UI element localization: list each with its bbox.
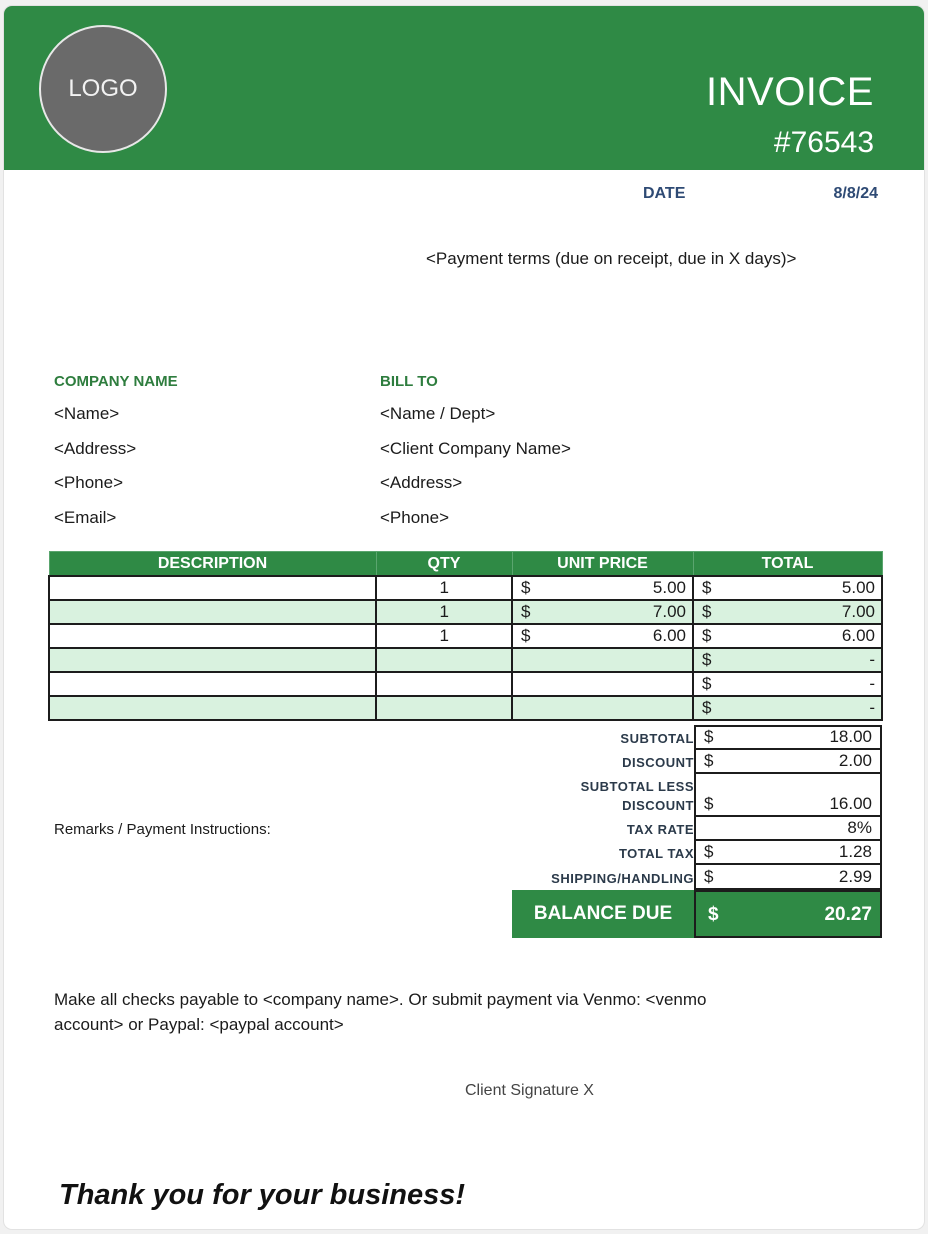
currency-symbol: $ [704,842,714,861]
table-header-row [49,552,882,577]
bill-to-phone: <Phone> [380,508,450,527]
amount: 6.00 [652,626,686,645]
line-items-table [48,551,883,721]
payable-line-2: account> or Paypal: <paypal account> [54,1015,344,1034]
row-description[interactable] [49,600,376,624]
amount: 5.00 [652,578,686,597]
company-email: <Email> [54,508,117,527]
currency-symbol: $ [702,674,712,693]
remarks-label: Remarks / Payment Instructions: [54,821,271,838]
currency-symbol: $ [704,751,714,770]
row-total [693,600,882,624]
row-unit-price[interactable] [512,600,693,624]
amount: - [869,698,875,717]
amount: 6.00 [841,626,875,645]
total-tax-box [694,839,882,865]
row-description[interactable] [49,672,376,696]
amount: - [869,650,875,669]
client-signature: Client Signature X [465,1082,594,1099]
amount: - [869,674,875,693]
currency-symbol: $ [702,602,712,621]
currency-symbol: $ [704,794,714,813]
subtotal-less-discount-value: 16.00 [829,794,872,813]
currency-symbol: $ [702,626,712,645]
total-tax-label: TOTAL TAX [618,846,694,861]
discount-label: DISCOUNT [622,755,694,770]
subtotal-box [694,725,882,750]
company-address: <Address> [54,439,137,458]
thank-you-message: Thank you for your business! [59,1179,466,1211]
row-total [693,576,882,600]
row-unit-price[interactable] [512,624,693,648]
currency-symbol: $ [708,904,719,925]
balance-due-label: BALANCE DUE [512,890,694,938]
subtotal-less-discount-box [694,772,882,817]
logo-text: LOGO [68,75,138,102]
row-qty[interactable]: 1 [376,576,512,600]
row-unit-price[interactable] [512,696,693,720]
summary-discount [512,748,882,774]
discount-box[interactable] [694,748,882,774]
currency-symbol: $ [521,602,531,621]
row-total [693,624,882,648]
company-heading: COMPANY NAME [54,373,178,390]
summary-total-tax [512,839,882,865]
invoice-number: #76543 [773,126,874,159]
row-description[interactable] [49,696,376,720]
bill-to-name: <Name / Dept> [380,404,496,423]
row-unit-price[interactable] [512,576,693,600]
summary-shipping [512,863,882,890]
currency-symbol: $ [702,698,712,717]
currency-symbol: $ [704,727,714,746]
balance-due-value: 20.27 [824,904,872,925]
bill-to-address: <Address> [380,473,463,492]
table-row [49,624,882,648]
subtotal-value: 18.00 [829,727,872,746]
row-description[interactable] [49,648,376,672]
row-qty[interactable] [376,648,512,672]
row-total [693,648,882,672]
bill-to-heading: BILL TO [380,373,438,390]
row-unit-price[interactable] [512,648,693,672]
table-row [49,600,882,624]
summary-subtotal-less-discount [512,772,882,817]
tax-rate-label: TAX RATE [626,822,694,837]
row-total [693,672,882,696]
col-description: DESCRIPTION [49,552,376,577]
summary-subtotal [512,725,882,750]
amount: 5.00 [841,578,875,597]
row-qty[interactable] [376,672,512,696]
bill-to-company: <Client Company Name> [380,439,571,458]
currency-symbol: $ [521,578,531,597]
payment-terms: <Payment terms (due on receipt, due in X days)> [426,249,797,268]
logo [39,25,167,153]
tax-rate-value: 8% [847,818,872,837]
total-tax-value: 1.28 [838,842,872,861]
shipping-value: 2.99 [838,867,872,886]
payable-line-1: Make all checks payable to <company name>. Or submit payment via Venmo: <venmo [54,990,707,1009]
table-row [49,696,882,720]
invoice-sheet [4,6,924,1229]
shipping-box[interactable] [694,863,882,890]
row-qty[interactable]: 1 [376,624,512,648]
table-row [49,576,882,600]
shipping-label: SHIPPING/HANDLING [551,871,694,886]
balance-due-box [694,890,882,938]
invoice-title: INVOICE [706,70,874,114]
col-total: TOTAL [693,552,882,577]
discount-value: 2.00 [838,751,872,770]
subtotal-less-label-2: DISCOUNT [622,798,694,813]
col-unit-price: UNIT PRICE [512,552,693,577]
date-value: 8/8/24 [833,185,878,202]
subtotal-less-label-1: SUBTOTAL LESS [580,779,694,794]
currency-symbol: $ [702,650,712,669]
row-total [693,696,882,720]
amount: 7.00 [841,602,875,621]
company-phone: <Phone> [54,473,124,492]
table-row [49,672,882,696]
company-name: <Name> [54,404,120,423]
invoice-header [4,6,924,170]
currency-symbol: $ [702,578,712,597]
currency-symbol: $ [521,626,531,645]
currency-symbol: $ [704,867,714,886]
row-description[interactable] [49,576,376,600]
row-qty[interactable]: 1 [376,600,512,624]
amount: 7.00 [652,602,686,621]
date-label: DATE [643,185,686,202]
tax-rate-box[interactable] [694,815,882,841]
subtotal-label: SUBTOTAL [620,731,694,746]
table-row [49,648,882,672]
row-unit-price[interactable] [512,672,693,696]
balance-due [512,890,882,938]
col-qty: QTY [376,552,512,577]
row-qty[interactable] [376,696,512,720]
row-description[interactable] [49,624,376,648]
summary-tax-rate [512,815,882,841]
